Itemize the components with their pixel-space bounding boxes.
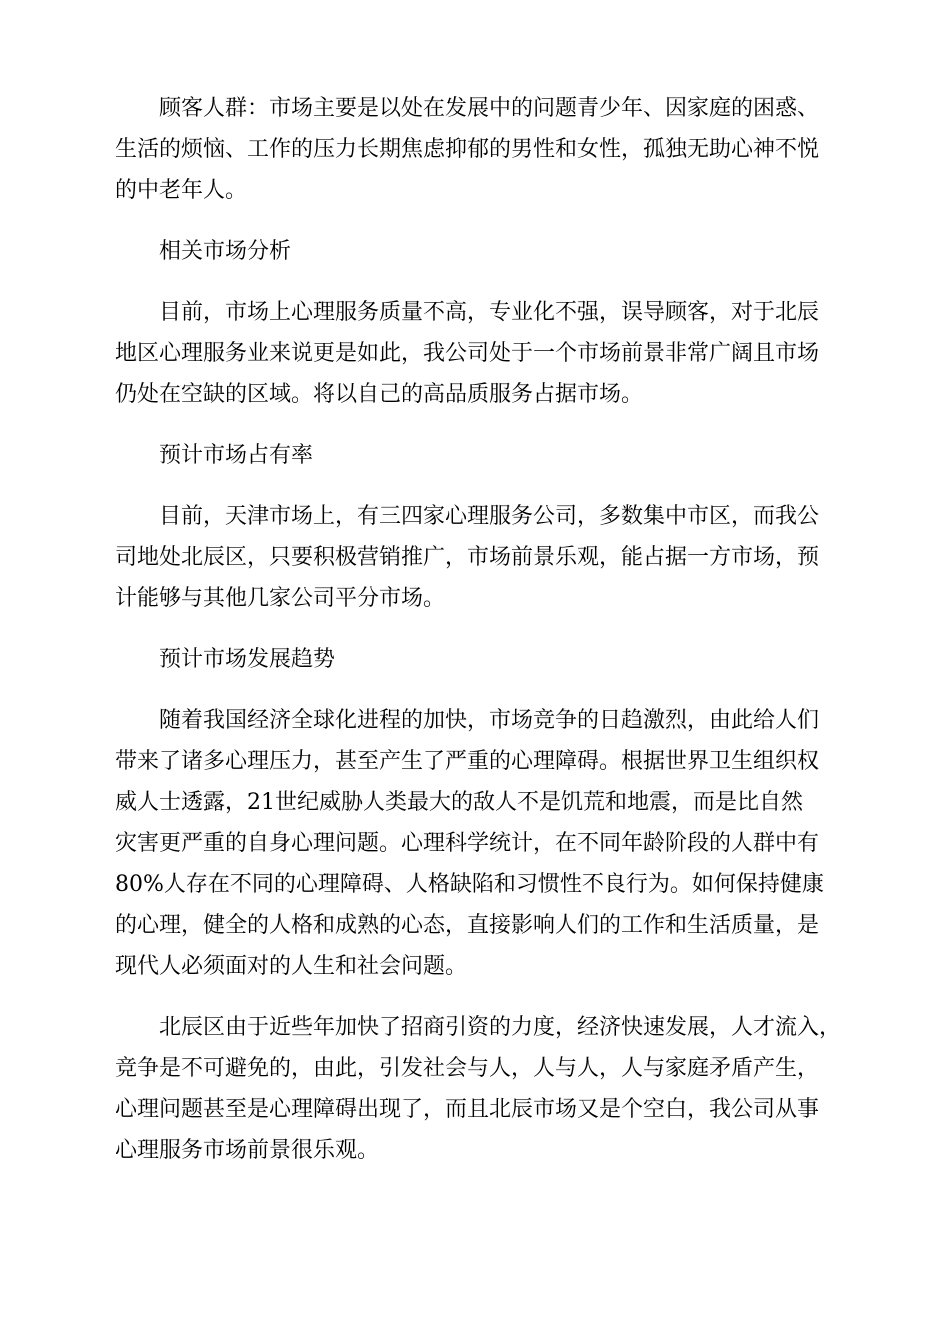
paragraph-beichen-district	[115, 1007, 842, 1171]
text-line: 目前，市场上心理服务质量不高，专业化不强，误导顾客，对于北辰	[159, 300, 820, 325]
paragraph-target-customers	[115, 88, 835, 211]
paragraph-market-trend	[115, 700, 835, 987]
text-line: 顾客人群：市场主要是以处在发展中的问题青少年、因家庭的困惑、	[159, 96, 820, 121]
section-heading-market-trend	[115, 639, 835, 680]
text-line: 现代人必须面对的人生和社会问题。	[115, 954, 468, 979]
section-heading-market-analysis	[115, 231, 835, 272]
text-line: 计能够与其他几家公司平分市场。	[115, 586, 446, 611]
text-line: 竞争是不可避免的，由此，引发社会与人，人与人，人与家庭矛盾产生，	[115, 1056, 820, 1081]
text-line: 随着我国经济全球化进程的加快，市场竞争的日趋激烈，由此给人们	[159, 708, 820, 733]
text-line: 心理问题甚至是心理障碍出现了，而且北辰市场又是个空白，我公司从事	[115, 1097, 820, 1122]
heading-text: 相关市场分析	[159, 239, 292, 264]
text-line: 司地处北辰区，只要积极营销推广，市场前景乐观，能占据一方市场，预	[115, 545, 820, 570]
text-line: 的中老年人。	[115, 178, 248, 203]
text-line: 威人士透露，21世纪威胁人类最大的敌人不是饥荒和地震，而是比自然	[115, 790, 803, 815]
text-line: 北辰区由于近些年加快了招商引资的力度，经济快速发展，人才流入，	[159, 1015, 842, 1040]
heading-text: 预计市场占有率	[159, 443, 314, 468]
text-line: 生活的烦恼、工作的压力长期焦虑抑郁的男性和女性，孤独无助心神不悦	[115, 137, 820, 162]
document-body	[115, 88, 842, 1171]
text-line: 带来了诸多心理压力，甚至产生了严重的心理障碍。根据世界卫生组织权	[115, 749, 820, 774]
text-line: 仍处在空缺的区域。将以自己的高品质服务占据市场。	[115, 382, 644, 407]
text-line: 目前，天津市场上，有三四家心理服务公司，多数集中市区，而我公	[159, 504, 820, 529]
text-line: 的心理，健全的人格和成熟的心态，直接影响人们的工作和生活质量，是	[115, 913, 820, 938]
text-line: 地区心理服务业来说更是如此，我公司处于一个市场前景非常广阔且市场	[115, 341, 820, 366]
paragraph-market-analysis	[115, 292, 835, 415]
heading-text: 预计市场发展趋势	[159, 647, 336, 672]
text-line: 80%人存在不同的心理障碍、人格缺陷和习惯性不良行为。如何保持健康	[115, 872, 824, 897]
paragraph-market-share	[115, 496, 835, 619]
section-heading-market-share	[115, 435, 835, 476]
text-line: 心理服务市场前景很乐观。	[115, 1138, 380, 1163]
text-line: 灾害更严重的自身心理问题。心理科学统计，在不同年龄阶段的人群中有	[115, 831, 820, 856]
